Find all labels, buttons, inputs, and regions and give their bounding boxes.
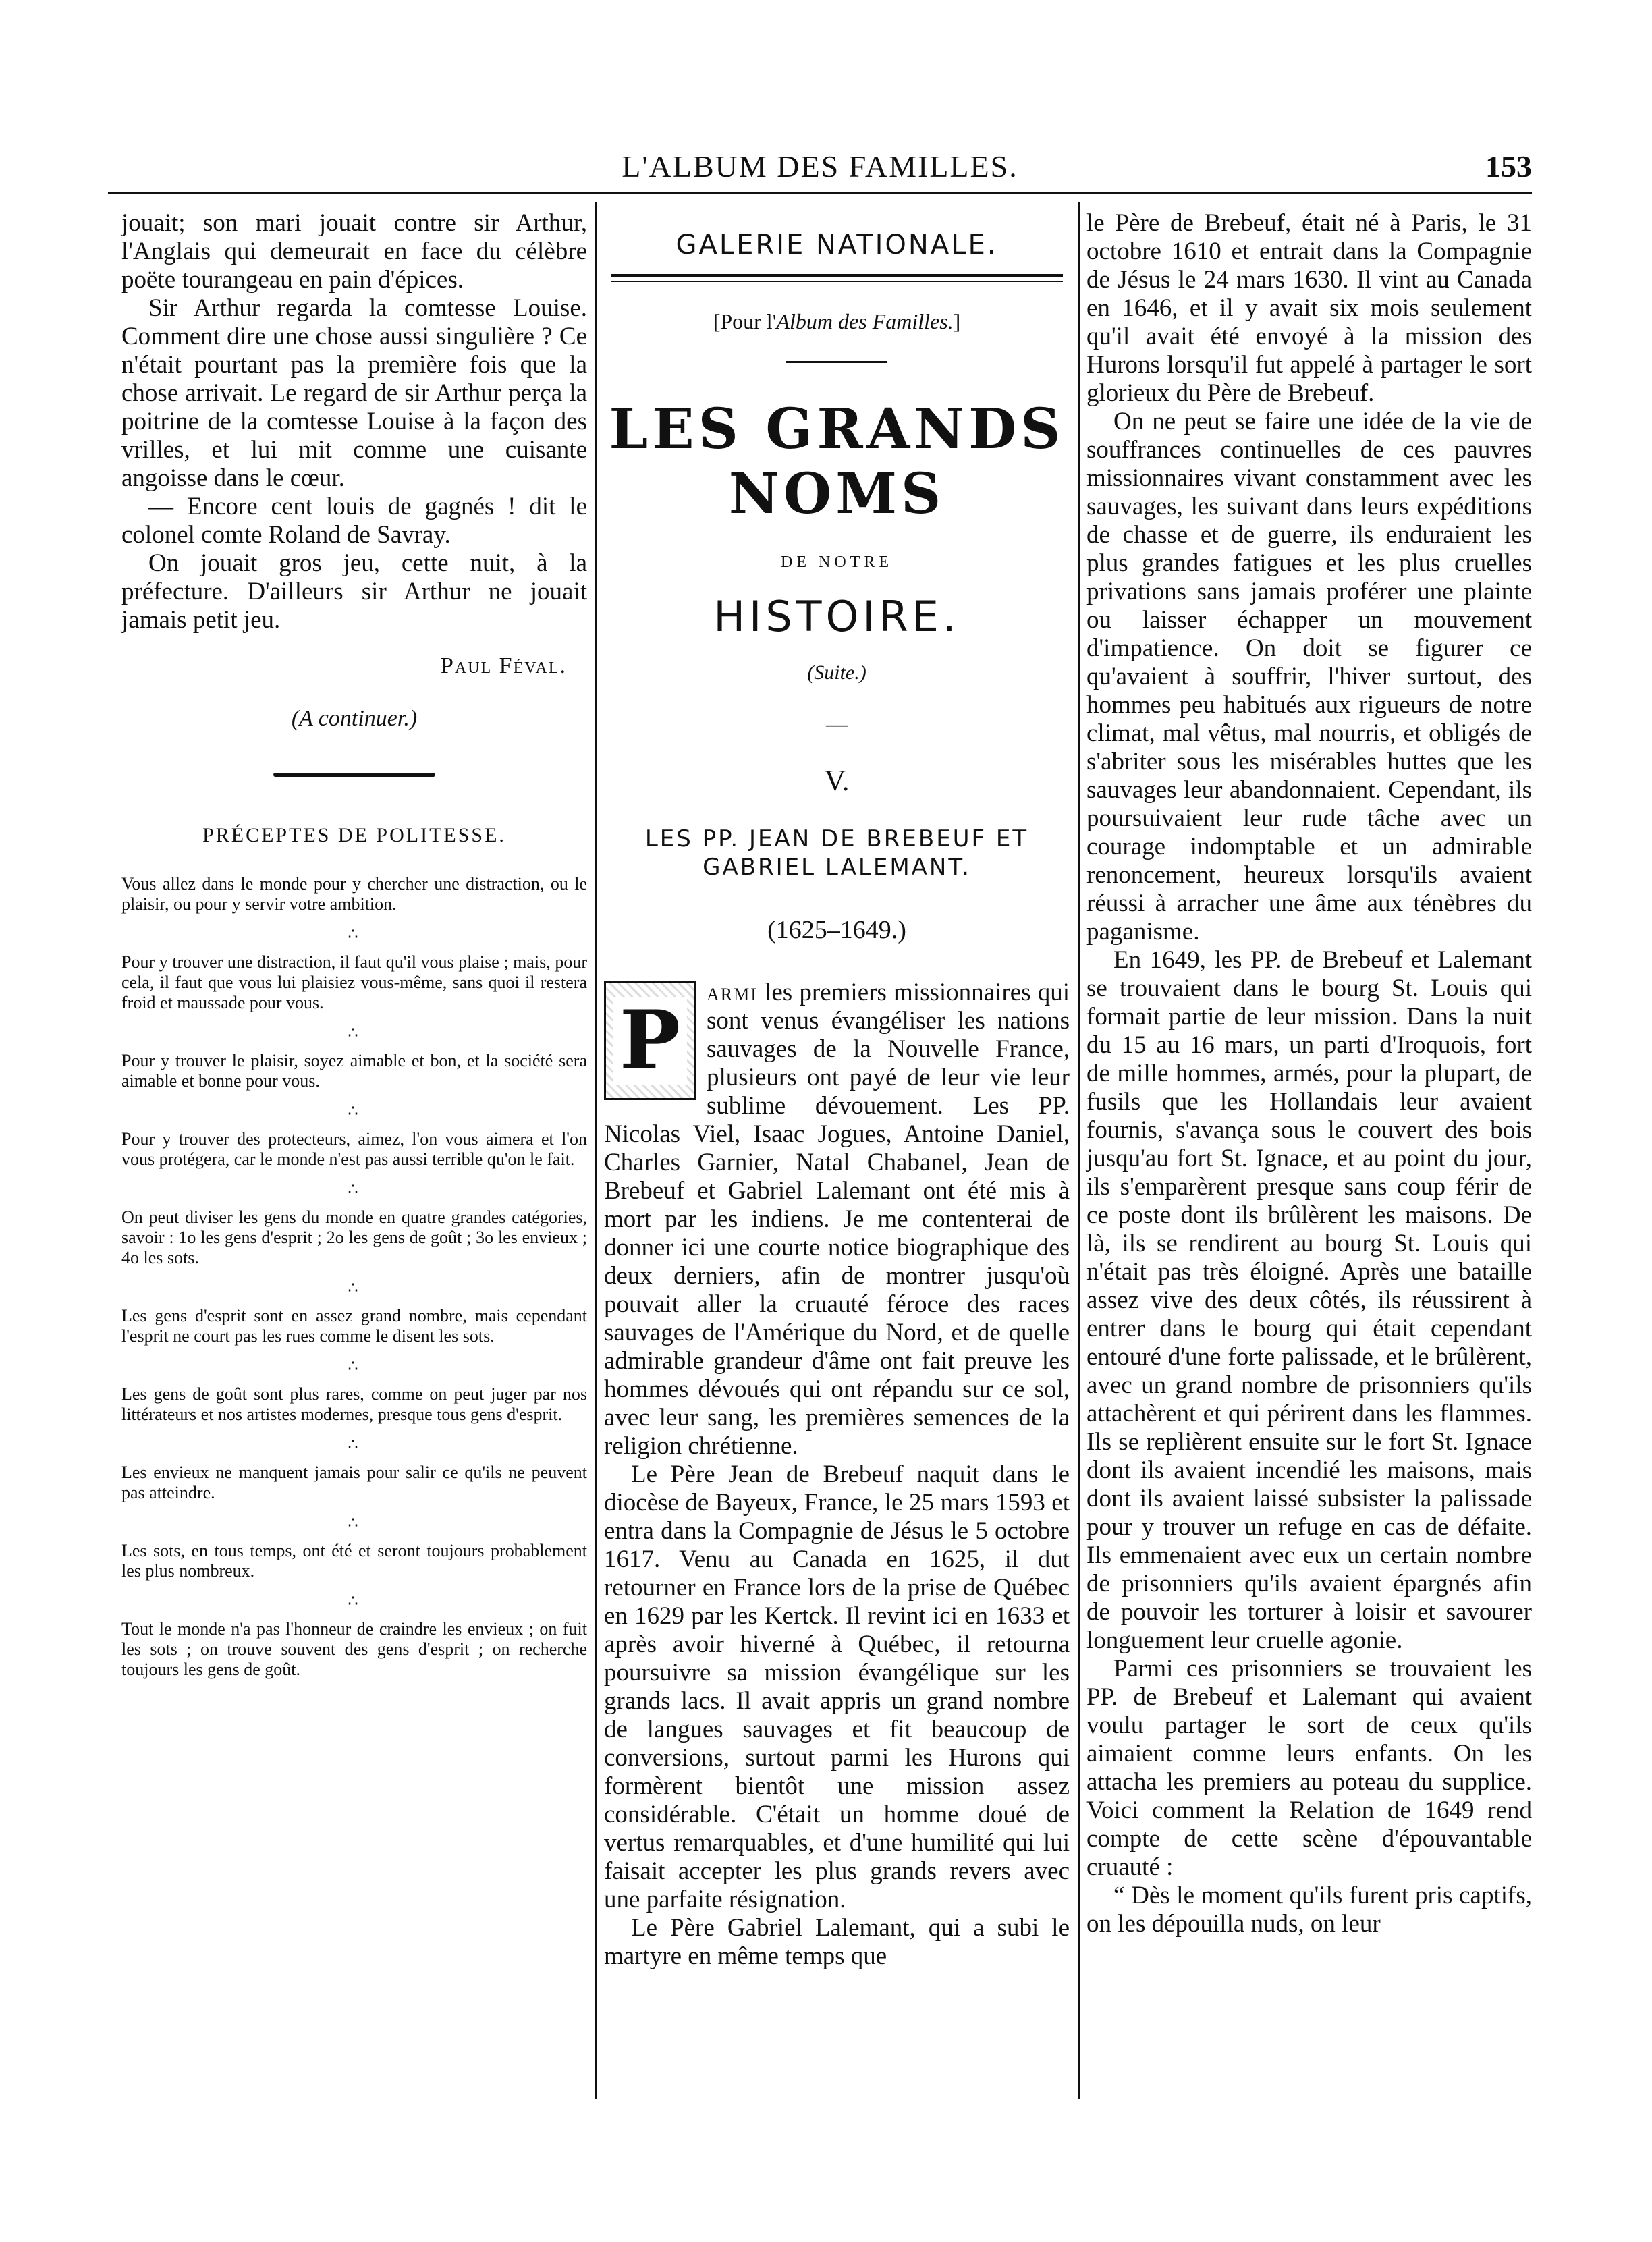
for-the-album-line bbox=[604, 309, 1070, 334]
paragraph: On ne peut se faire une idée de la vie de souffrances continuelles de ces pauvres missionnaires vivant constamment avec les sauvages, les suivant dans leurs expéditions de chasse et de guerre, ils enduraient les plus grandes fatigues et les plus cruelles privations sans jamais proférer une plainte ou laisser échapper un mouvement d'impatience. On doit se figurer ce qu'avaient à souffrir, l'hiver surtout, des hommes peu habitués aux rigueurs de notre climat, mal vêtus, mal nourris, et obligés de s'abriter sous les misérables huttes que les sauvages leur abandonnaient. Cependant, ils poursuivaient leur rude tâche avec un courage indomptable et un admirable renoncement, heureux lorsqu'ils avaient réussi à arracher une âme aux ténèbres du paganisme. bbox=[1086, 408, 1532, 946]
first-paragraph-text: les premiers missionnaires qui sont venus évangéliser les nations sauvages de la Nouvelle France, plusieurs ont payé de leur vie leur sublime dévouement. Les PP. Nicolas Viel, Isaac Jogues, Antoine Daniel, Charles Garnier, Natal Chabanel, Jean de Brebeuf et Gabriel Lalemant ont été mis à mort par les indiens. Je me contenterai de donner ici une courte notice biographique des deux derniers, afin de montrer jusqu'où pouvait aller la cruauté féroce des races sauvages de l'Amérique du Nord, et de quelle admirable grandeur d'âme ont fait preuve les hommes dévoués qui ont répandu sur ce sol, avec leur sang, les premières semences de la religion chrétienne. bbox=[604, 979, 1070, 1460]
lead-caps: armi bbox=[707, 979, 758, 1006]
de-notre: DE NOTRE bbox=[781, 553, 893, 571]
paragraph: “ Dès le moment qu'ils furent pris captifs, on les dépouilla nuds, on leur bbox=[1086, 1882, 1532, 1938]
double-rule bbox=[611, 274, 1063, 282]
to-be-continued: (A continuer.) bbox=[291, 706, 418, 731]
precepte: Les gens de goût sont plus rares, comme on peut juger par nos littérateurs et nos artistes modernes, presque tous gens d'esprit. bbox=[121, 1384, 587, 1424]
paragraph: Sir Arthur regarda la comtesse Louise. Comment dire une chose aussi singulière ? Ce n'était pourtant pas la première fois que la chose arrivait. Le regard de sir Arthur perça la poitrine de la comtesse Louise à la façon des vrilles, et lui mit comme une cuisante angoisse dans le cœur. bbox=[121, 294, 587, 492]
ornamental-initial bbox=[604, 981, 696, 1100]
separator-dots: ∴ bbox=[348, 1024, 361, 1042]
preceptes-title: PRÉCEPTES DE POLITESSE. bbox=[202, 824, 506, 846]
separator-dots: ∴ bbox=[348, 1103, 361, 1120]
paragraph: jouait; son mari jouait contre sir Arthur, l'Anglais qui demeurait en face du célèbre poëte tourangeau en pain d'épices. bbox=[121, 209, 587, 294]
column-divider-1 bbox=[595, 202, 597, 2099]
precepte: On peut diviser les gens du monde en quatre grandes catégories, savoir : 1o les gens d'esprit ; 2o les gens de goût ; 3o les envieux ; 4o les sots. bbox=[121, 1207, 587, 1267]
separator-dots: ∴ bbox=[348, 926, 361, 944]
paragraph: — Encore cent louis de gagnés ! dit le colonel comte Roland de Savray. bbox=[121, 493, 587, 549]
separator-dots: ∴ bbox=[348, 1181, 361, 1199]
running-title: L'ALBUM DES FAMILLES. bbox=[622, 149, 1018, 184]
precepte: Les gens d'esprit sont en assez grand nombre, mais cependant l'esprit ne court pas les rues comme le disent les sots. bbox=[121, 1306, 587, 1346]
separator-dots: ∴ bbox=[348, 1514, 361, 1532]
article-body bbox=[604, 979, 1070, 1971]
precepte: Tout le monde n'a pas l'honneur de craindre les envieux ; on fuit les sots ; on trouve souvent des gens d'esprit ; on recherche toujours les gens de goût. bbox=[121, 1619, 587, 1679]
paragraph: Parmi ces prisonniers se trouvaient les PP. de Brebeuf et Lalemant qui avaient voulu partager le sort de ceux qu'ils aimaient comme leurs enfants. On les attacha les premiers au poteau du supplice. Voici comment la Relation de 1649 rend compte de cette scène d'épouvantable cruauté : bbox=[1086, 1655, 1532, 1881]
pour-prefix: [Pour l' bbox=[713, 309, 777, 333]
chapter-number: V. bbox=[824, 764, 850, 797]
paragraph: On jouait gros jeu, cette nuit, à la préfecture. D'ailleurs sir Arthur ne jouait jamais petit jeu. bbox=[121, 549, 587, 634]
dash-separator: — bbox=[826, 711, 848, 736]
histoire-title: HISTOIRE. bbox=[713, 592, 960, 641]
separator-dots: ∴ bbox=[348, 1593, 361, 1610]
column-divider-2 bbox=[1078, 202, 1080, 2099]
pour-italic: Album des Familles. bbox=[776, 309, 954, 333]
separator-dots: ∴ bbox=[348, 1436, 361, 1454]
paragraph: le Père de Brebeuf, était né à Paris, le 31 octobre 1610 et entrait dans la Compagnie de Jésus le 24 mars 1630. Il vint au Canada en 1646, et il y avait six mois seulement qu'il avait été envoyé à la mission des Hurons lorsqu'il fut appelé à partager le sort glorieux du Père de Brebeuf. bbox=[1086, 209, 1532, 407]
chapter-title-line-2: GABRIEL LALEMANT. bbox=[703, 854, 971, 881]
chapter-dates: (1625–1649.) bbox=[767, 916, 906, 944]
precepte: Pour y trouver une distraction, il faut qu'il vous plaise ; mais, pour cela, il faut que vous lui plaisiez vous-même, sans quoi il restera froid et maussade pour vous. bbox=[121, 952, 587, 1012]
suite-label: (Suite.) bbox=[807, 661, 866, 684]
ornamental-rule bbox=[121, 765, 587, 784]
initial-letter: P bbox=[613, 997, 687, 1085]
header-rule bbox=[108, 192, 1532, 194]
separator-dots: ∴ bbox=[348, 1280, 361, 1297]
column-2 bbox=[604, 209, 1070, 1971]
column-3 bbox=[1086, 209, 1532, 1938]
precepte: Pour y trouver le plaisir, soyez aimable et bon, et la société sera aimable et bonne pour vous. bbox=[121, 1051, 587, 1091]
chapter-title bbox=[604, 825, 1070, 881]
pour-suffix: ] bbox=[953, 309, 961, 333]
paragraph: Le Père Gabriel Lalemant, qui a subi le martyre en même temps que bbox=[604, 1914, 1070, 1970]
precepte: Pour y trouver des protecteurs, aimez, l'on vous aimera et l'on vous protégera, car le monde n'est pas aussi terrible qu'on le fait. bbox=[121, 1129, 587, 1169]
preceptes-list bbox=[121, 874, 587, 1680]
separator-dots: ∴ bbox=[348, 1358, 361, 1375]
article-continuation bbox=[1086, 209, 1532, 1938]
precepte: Vous allez dans le monde pour y chercher une distraction, ou le plaisir, ou pour y servir votre ambition. bbox=[121, 874, 587, 914]
precepte: Les sots, en tous temps, ont été et seront toujours probablement les plus nombreux. bbox=[121, 1541, 587, 1581]
paragraph: En 1649, les PP. de Brebeuf et Lalemant se trouvaient dans le bourg St. Louis qui formait partie de leur mission. Dans la nuit du 15 au 16 mars, un parti d'Iroquois, fort de mille hommes, armés, pour la plupart, de fusils que les Hollandais leur avaient fournis, s'avança sous le couvert des bois jusqu'au fort St. Ignace, et au point du jour, ils s'emparèrent presque sans coup férir de ce poste dont ils brûlèrent les maisons. De là, ils se rendirent au bourg St. Louis qui n'était pas très éloigné. Après une bataille assez vive des deux côtés, ils réussirent à entrer dans le bourg qui était cependant entouré d'une forte palissade, et le brûlèrent, avec un grand nombre de prisonniers qu'ils attachèrent et qui périrent dans les flammes. Ils se replièrent ensuite sur le fort St. Ignace dont ils avaient incendié les maisons, mais dont ils avaient laissé subsister la palissade pour y trouver un refuge en cas de défaite. Ils emmenaient avec eux un certain nombre de prisonniers qu'ils avaient épargnés afin de pouvoir les torturer à loisir et savourer longuement leur cruelle agonie. bbox=[1086, 946, 1532, 1654]
page-header bbox=[108, 148, 1532, 189]
author-signature: Paul Féval. bbox=[440, 653, 567, 678]
column-1 bbox=[121, 209, 587, 1688]
paragraph: Le Père Jean de Brebeuf naquit dans le diocèse de Bayeux, France, le 25 mars 1593 et entra dans la Compagnie de Jésus le 5 octobre 1617. Venu au Canada en 1625, il dut retourner en France lors de la prise de Québec en 1629 par les Kertck. Il revint ici en 1633 et après avoir hiverné à Québec, il retourna poursuivre sa mission évangélique sur les grands lacs. Il avait appris un grand nombre de langues sauvages et fit beaucoup de conversions, surtout parmi les Hurons qui formèrent bientôt une mission assez considérable. C'était un homme doué de vertus remarquables, et d'une humilité qui lui faisait accepter les plus grands revers avec une parfaite résignation. bbox=[604, 1460, 1070, 1913]
page-number: 153 bbox=[1485, 149, 1532, 184]
section-heading: GALERIE NATIONALE. bbox=[676, 229, 998, 261]
series-title: LES GRANDS NOMS bbox=[609, 397, 1065, 526]
story-continuation bbox=[121, 209, 587, 634]
short-rule bbox=[786, 361, 887, 363]
chapter-title-line-1: LES PP. JEAN DE BREBEUF ET bbox=[644, 825, 1029, 852]
precepte: Les envieux ne manquent jamais pour salir ce qu'ils ne peuvent pas atteindre. bbox=[121, 1462, 587, 1502]
